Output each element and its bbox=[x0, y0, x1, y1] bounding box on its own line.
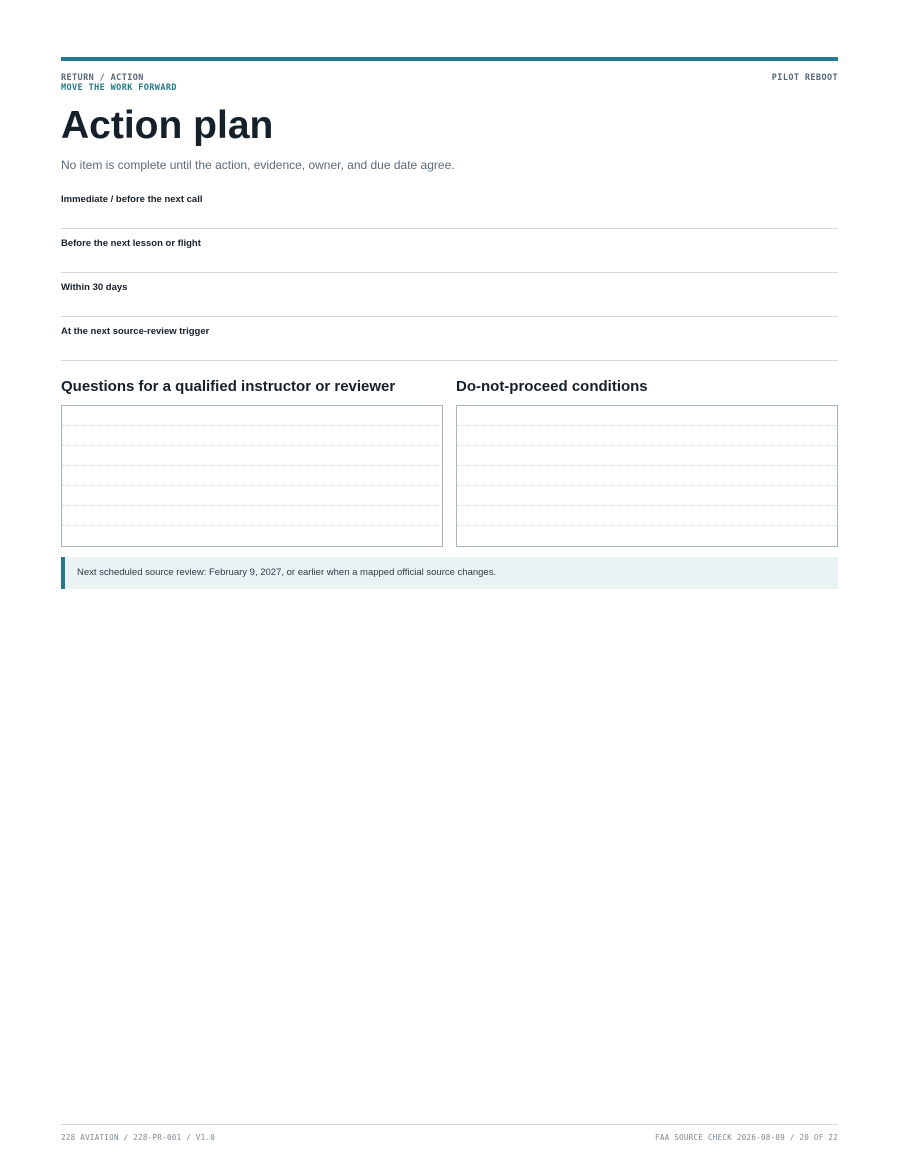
do-not-proceed-column bbox=[456, 378, 838, 547]
writing-line bbox=[62, 446, 442, 466]
timeline-row-immediate[interactable] bbox=[61, 185, 838, 229]
writing-line bbox=[457, 446, 837, 466]
writing-line bbox=[457, 506, 837, 526]
timeline-row-label: Immediate / before the next call bbox=[61, 194, 203, 205]
writing-line bbox=[457, 526, 837, 545]
do-not-proceed-writing-box[interactable] bbox=[456, 405, 838, 547]
footer-rule bbox=[61, 1124, 838, 1125]
timeline-row-next-lesson[interactable] bbox=[61, 229, 838, 273]
questions-column bbox=[61, 378, 443, 547]
writing-line bbox=[457, 406, 837, 426]
timeline-row-source-review[interactable] bbox=[61, 317, 838, 361]
writing-line bbox=[457, 486, 837, 506]
brand-label: PILOT REBOOT bbox=[771, 73, 838, 83]
breadcrumb: RETURN / ACTION bbox=[61, 73, 144, 83]
page-subtitle: No item is complete until the action, evidence, owner, and due date agree. bbox=[61, 158, 455, 172]
questions-title: Questions for a qualified instructor or reviewer bbox=[61, 378, 396, 395]
timeline-row-label: At the next source-review trigger bbox=[61, 326, 210, 337]
writing-line bbox=[62, 466, 442, 486]
writing-line bbox=[62, 426, 442, 446]
do-not-proceed-title: Do-not-proceed conditions bbox=[456, 378, 648, 395]
two-column-section bbox=[61, 378, 838, 547]
writing-line bbox=[62, 526, 442, 545]
writing-line bbox=[457, 426, 837, 446]
timeline-row-label: Before the next lesson or flight bbox=[61, 238, 201, 249]
top-accent-rule bbox=[61, 57, 838, 61]
timeline-row-label: Within 30 days bbox=[61, 282, 128, 293]
timeline-row-30-days[interactable] bbox=[61, 273, 838, 317]
footer-page-info: FAA SOURCE CHECK 2026-08-09 / 20 OF 22 bbox=[655, 1133, 838, 1142]
source-review-callout: Next scheduled source review: February 9, 2027, or earlier when a mapped official source changes. bbox=[61, 557, 838, 589]
writing-line bbox=[457, 466, 837, 486]
eyebrow bbox=[61, 73, 177, 93]
page-title: Action plan bbox=[61, 104, 274, 147]
timeline-rows bbox=[61, 185, 838, 361]
section-tagline: MOVE THE WORK FORWARD bbox=[61, 83, 177, 93]
footer-document-id: 228 AVIATION / 228-PR-001 / V1.0 bbox=[61, 1133, 216, 1142]
page bbox=[61, 0, 838, 1165]
writing-line bbox=[62, 506, 442, 526]
writing-line bbox=[62, 486, 442, 506]
writing-line bbox=[62, 406, 442, 426]
questions-writing-box[interactable] bbox=[61, 405, 443, 547]
